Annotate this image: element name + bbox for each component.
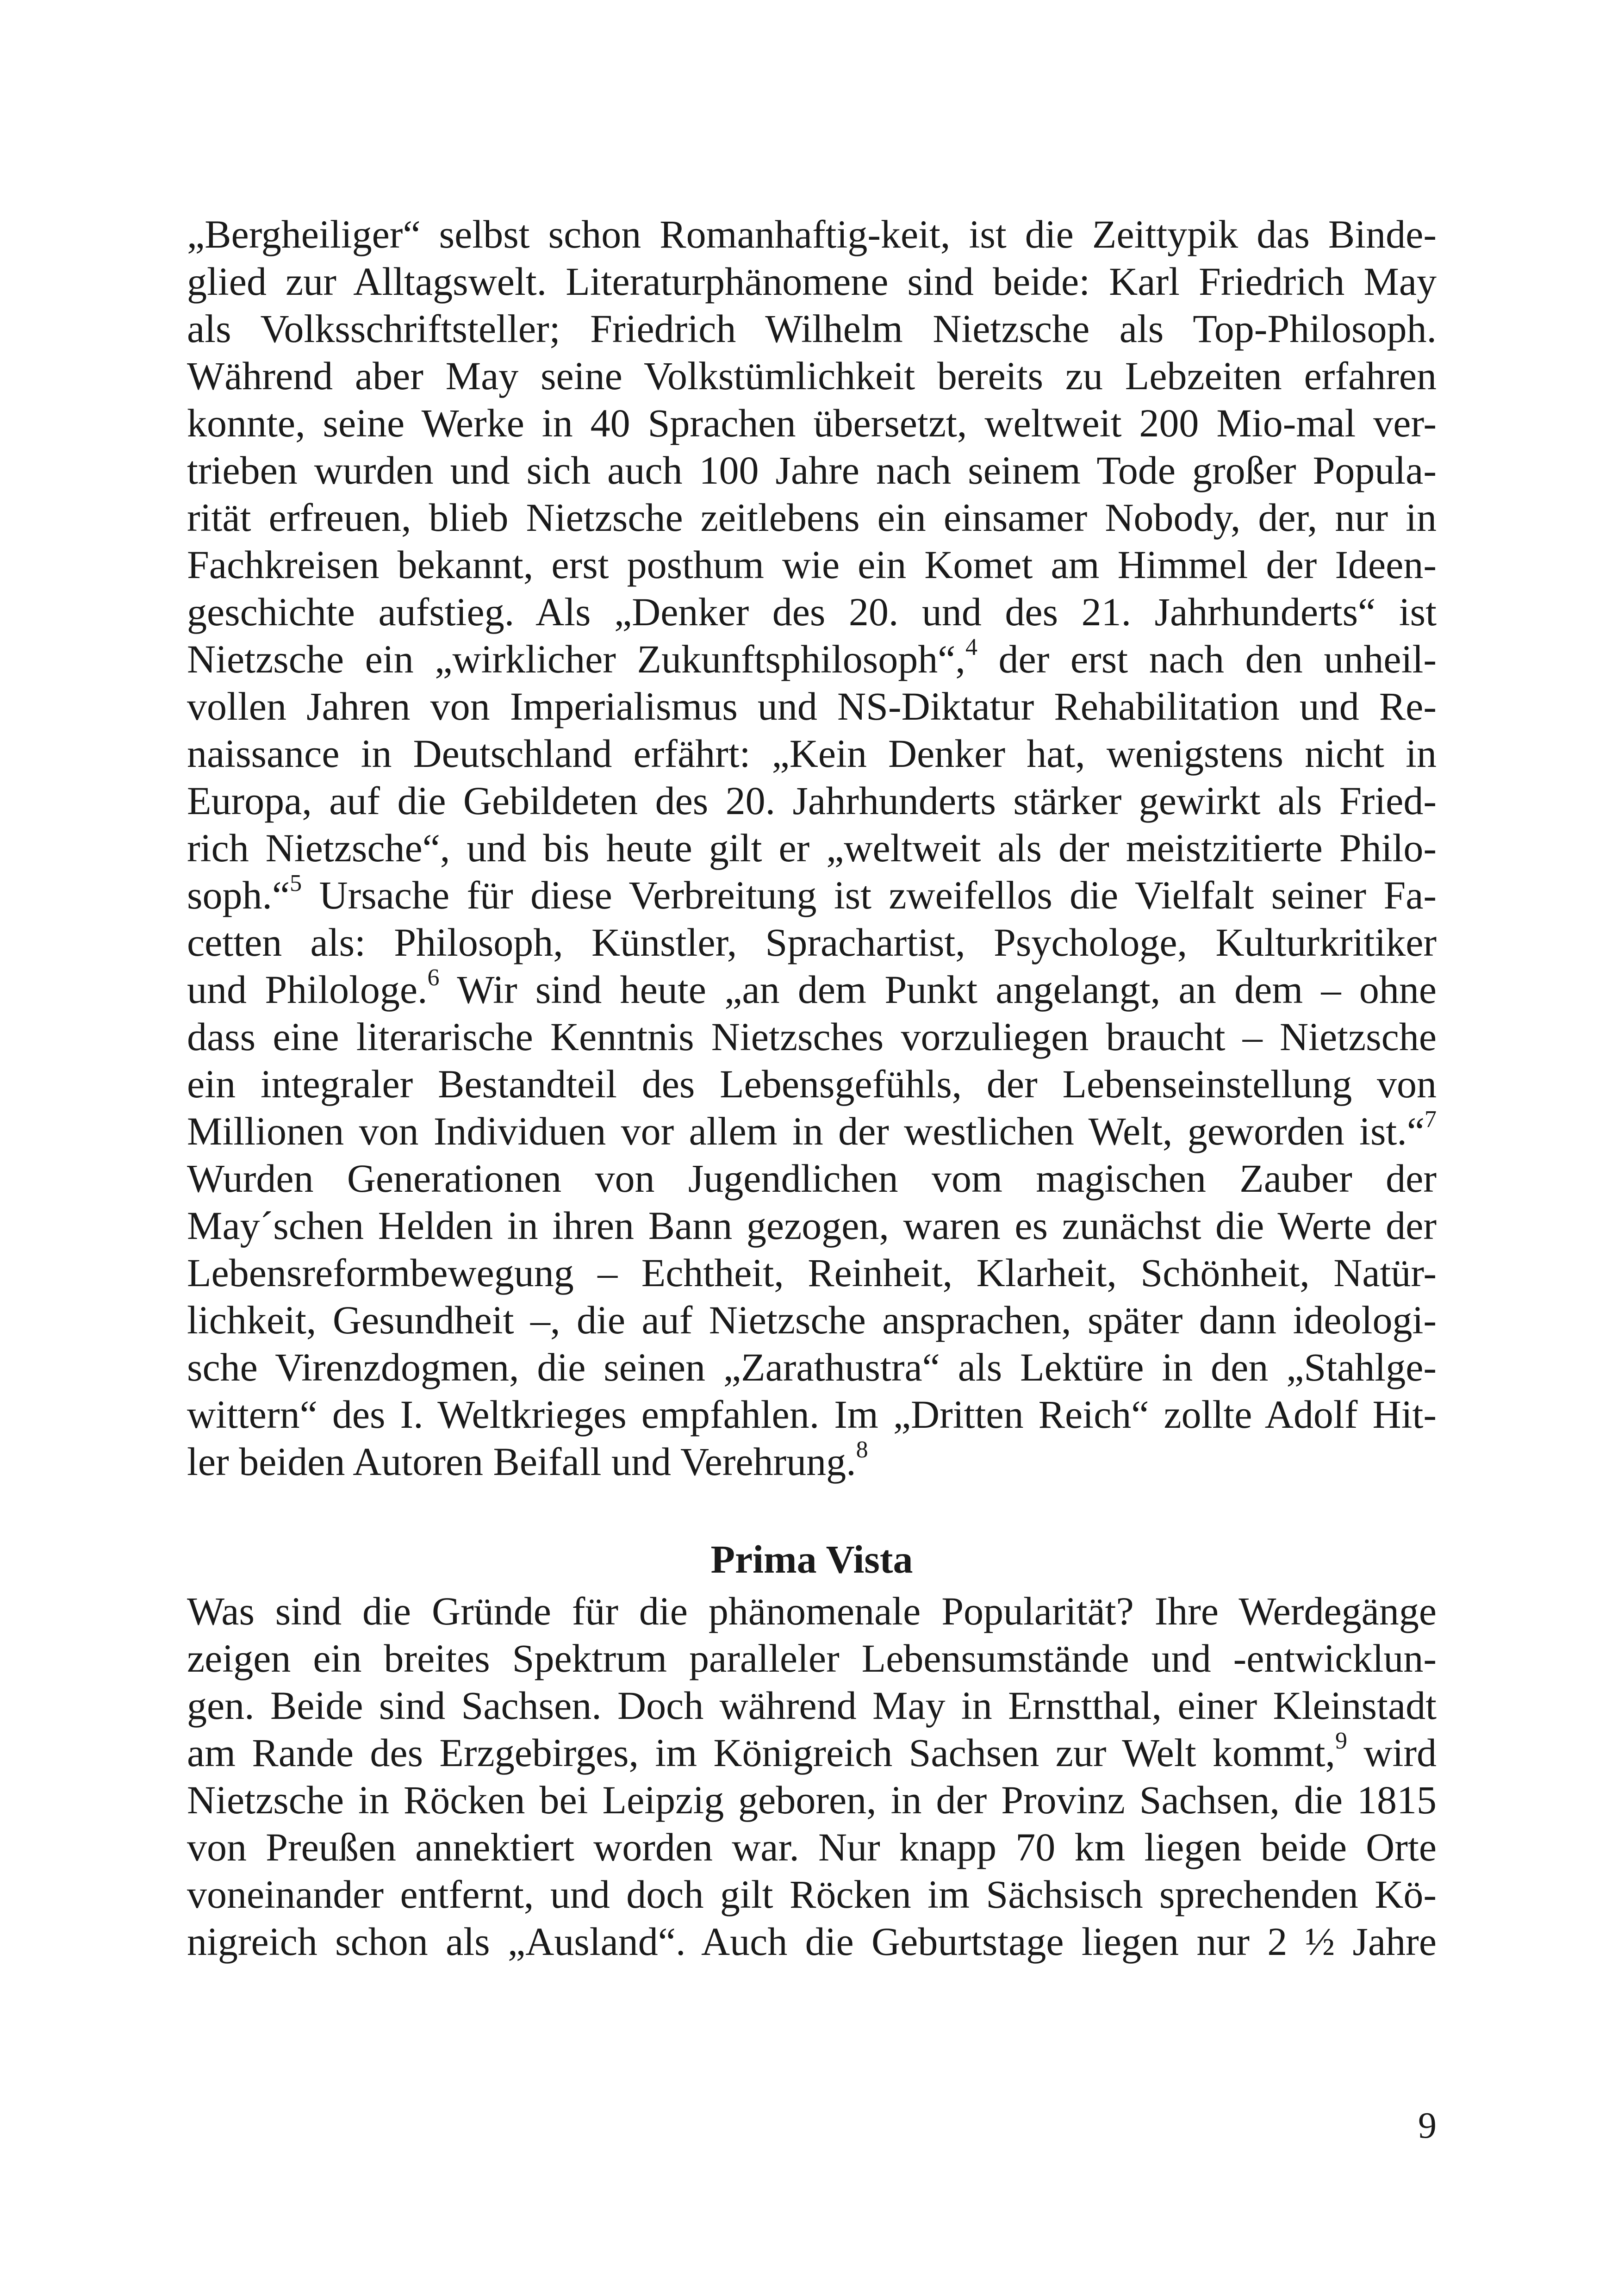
- text-segment: am Rande des Erzgebirges, im Königreich Sachsen zur Welt kommt,: [187, 1730, 1336, 1775]
- paragraph-1: [187, 211, 1437, 1485]
- text-line: von Preußen annektiert worden war. Nur knapp 70 km liegen beide Orte: [187, 1825, 1437, 1869]
- text-line: [187, 871, 1437, 919]
- text-line: vollen Jahren von Imperialismus und NS-Diktatur Rehabilitation und Re-: [187, 684, 1437, 728]
- text-line: wittern“ des I. Weltkrieges empfahlen. Im „Dritten Reich“ zollte Adolf Hit-: [187, 1392, 1437, 1437]
- text-line: Wurden Generationen von Jugendlichen vom magischen Zauber der: [187, 1156, 1437, 1201]
- text-line: sche Virenzdogmen, die seinen „Zarathustra“ als Lektüre in den „Stahlge-: [187, 1345, 1437, 1389]
- text-segment: Wir sind heute „an dem Punkt angelangt, an dem – ohne: [439, 967, 1437, 1012]
- text-line: glied zur Alltagswelt. Literaturphänomene sind beide: Karl Friedrich May: [187, 259, 1437, 304]
- text-segment: soph.“: [187, 873, 290, 917]
- text-line: konnte, seine Werke in 40 Sprachen übersetzt, weltweit 200 Mio-mal ver-: [187, 401, 1437, 445]
- footnote-marker[interactable]: 4: [965, 634, 977, 660]
- text-line: rität erfreuen, blieb Nietzsche zeitlebens ein einsamer Nobody, der, nur in: [187, 495, 1437, 540]
- text-line: May´schen Helden in ihren Bann gezogen, waren es zunächst die Werte der: [187, 1203, 1437, 1248]
- text-segment: ler beiden Autoren Beifall und Verehrung.: [187, 1439, 856, 1484]
- footnote-marker[interactable]: 8: [856, 1437, 868, 1463]
- text-segment: Millionen von Individuen vor allem in der westlichen Welt, geworden ist.“: [187, 1109, 1425, 1153]
- text-line: als Volksschriftsteller; Friedrich Wilhelm Nietzsche als Top-Philosoph.: [187, 306, 1437, 351]
- text-line: geschichte aufstieg. Als „Denker des 20. und des 21. Jahrhunderts“ ist: [187, 590, 1437, 634]
- paragraph-2: [187, 1587, 1437, 1965]
- text-segment: der erst nach den unheil-: [977, 637, 1437, 681]
- footnote-marker[interactable]: 5: [290, 870, 302, 896]
- text-line: „Bergheiliger“ selbst schon Romanhaftig-keit, ist die Zeittypik das Binde-: [187, 212, 1437, 256]
- text-line: ein integraler Bestandteil des Lebensgefühls, der Lebenseinstellung von: [187, 1062, 1437, 1106]
- text-segment: Ursache für diese Verbreitung ist zweifellos die Vielfalt seiner Fa-: [302, 873, 1437, 917]
- text-line: Was sind die Gründe für die phänomenale Popularität? Ihre Werdegänge: [187, 1589, 1437, 1633]
- text-line: lichkeit, Gesundheit –, die auf Nietzsche ansprachen, später dann ideologi-: [187, 1298, 1437, 1342]
- text-line: gen. Beide sind Sachsen. Doch während May in Ernstthal, einer Kleinstadt: [187, 1683, 1437, 1728]
- text-line: Europa, auf die Gebildeten des 20. Jahrhunderts stärker gewirkt als Fried-: [187, 778, 1437, 823]
- text-line: zeigen ein breites Spektrum paralleler Lebensumstände und -entwicklun-: [187, 1636, 1437, 1680]
- text-line: [187, 966, 1437, 1013]
- text-line: Nietzsche in Röcken bei Leipzig geboren, in der Provinz Sachsen, die 1815: [187, 1778, 1437, 1822]
- text-line: naissance in Deutschland erfährt: „Kein Denker hat, wenigstens nicht in: [187, 731, 1437, 776]
- footnote-marker[interactable]: 7: [1425, 1106, 1437, 1132]
- footnote-marker[interactable]: 9: [1335, 1728, 1348, 1754]
- text-line: Fachkreisen bekannt, erst posthum wie ein Komet am Himmel der Ideen-: [187, 542, 1437, 587]
- text-line: voneinander entfernt, und doch gilt Röcken im Sächsisch sprechenden Kö-: [187, 1872, 1437, 1916]
- text-line: nigreich schon als „Ausland“. Auch die Geburtstage liegen nur 2 ½ Jahre: [187, 1919, 1437, 1964]
- text-line: [187, 1729, 1437, 1776]
- text-line: trieben wurden und sich auch 100 Jahre nach seinem Tode großer Popula-: [187, 448, 1437, 492]
- text-line: [187, 1438, 1437, 1485]
- section-heading: Prima Vista: [710, 1537, 913, 1581]
- text-segment: und Philologe.: [187, 967, 428, 1012]
- text-line: Lebensreformbewegung – Echtheit, Reinheit, Klarheit, Schönheit, Natür-: [187, 1251, 1437, 1295]
- page-number: 9: [1418, 2105, 1437, 2146]
- text-line: rich Nietzsche“, und bis heute gilt er „weltweit als der meistzitierte Philo-: [187, 826, 1437, 870]
- text-segment: wird: [1347, 1730, 1437, 1775]
- text-segment: Nietzsche ein „wirklicher Zukunftsphilosoph“,: [187, 637, 965, 681]
- text-line: [187, 1108, 1437, 1155]
- footnote-marker[interactable]: 6: [427, 964, 440, 991]
- text-line: Während aber May seine Volkstümlichkeit bereits zu Lebzeiten erfahren: [187, 354, 1437, 398]
- text-line: cetten als: Philosoph, Künstler, Sprachartist, Psychologe, Kulturkritiker: [187, 920, 1437, 964]
- text-line: dass eine literarische Kenntnis Nietzsches vorzuliegen braucht – Nietzsche: [187, 1014, 1437, 1059]
- text-line: [187, 635, 1437, 683]
